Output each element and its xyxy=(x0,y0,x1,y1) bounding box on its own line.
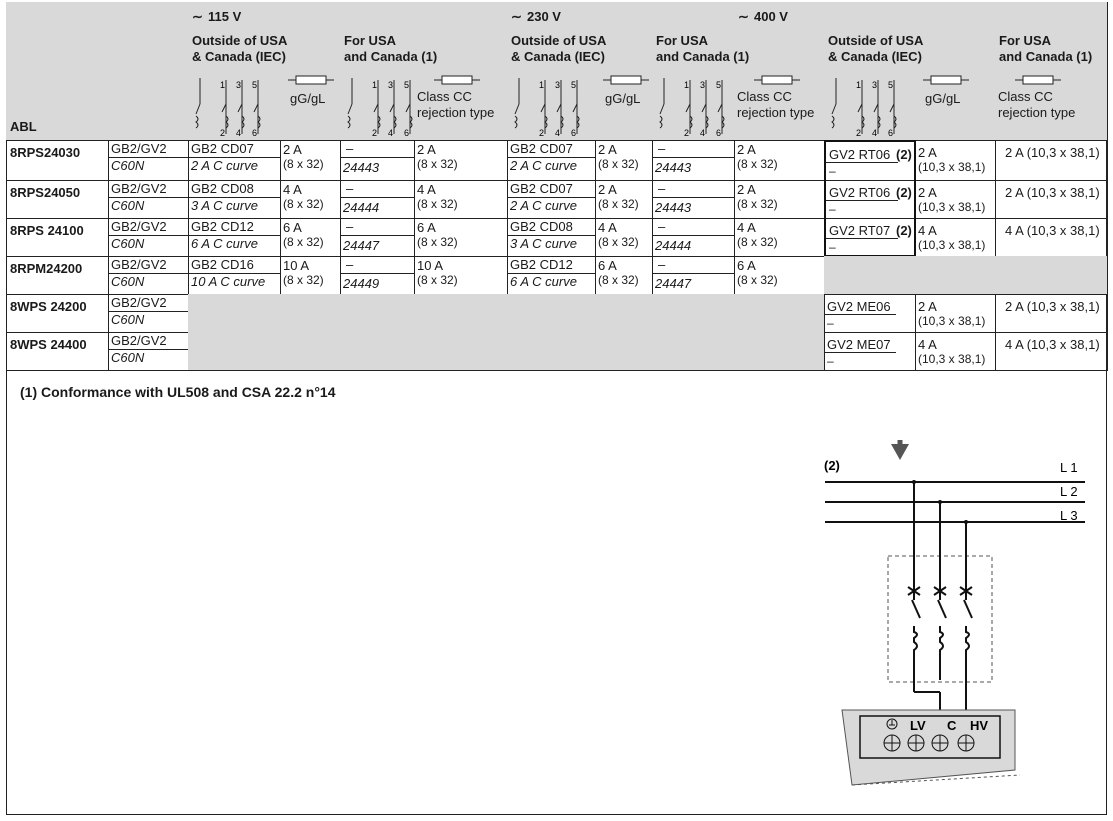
svg-text:6: 6 xyxy=(716,128,722,138)
footnote: (1) Conformance with UL508 and CSA 22.2 n°14 xyxy=(20,384,336,400)
header-corner xyxy=(6,2,189,141)
v400-usa-fuse xyxy=(995,218,1108,257)
v230-iec-fuse xyxy=(595,140,653,181)
breaker-symbol-icon xyxy=(342,74,415,138)
sub-header-line2: and Canada (1) xyxy=(656,49,750,64)
fuse-rating: 6 A xyxy=(598,258,617,273)
svg-text:4: 4 xyxy=(388,128,394,138)
dash: – xyxy=(658,141,666,156)
fuse-type-label: Class CC xyxy=(998,89,1053,104)
voltage-label: 115 V xyxy=(208,9,242,24)
v115-usa-fuse xyxy=(414,256,508,295)
fuse-size: (8 x 32) xyxy=(283,235,324,249)
svg-text:3: 3 xyxy=(555,80,561,90)
v230-iec-fuse xyxy=(595,294,653,333)
v400-iec-fuse xyxy=(915,294,996,333)
fuse-size: (10,3 x 38,1) xyxy=(918,160,986,174)
catalog-number: 24443 xyxy=(343,160,380,175)
fuse-type-label: rejection type xyxy=(998,105,1076,120)
note-marker: (2) xyxy=(896,223,912,238)
v230-usa-fuse xyxy=(734,256,825,295)
breaker-curve: 2 A C curve xyxy=(510,198,577,213)
v230-usa-fuse xyxy=(734,332,825,371)
v400-iec-breaker xyxy=(824,180,916,219)
v230-iec-breaker xyxy=(507,256,596,295)
dash: – xyxy=(827,316,834,330)
fuse-rating: 4 A xyxy=(417,182,436,197)
breaker-ref: GB2 CD07 xyxy=(510,181,573,196)
sub-header-usa xyxy=(995,30,1108,71)
svg-text:6: 6 xyxy=(252,128,258,138)
svg-text:2: 2 xyxy=(856,128,862,138)
symbol-cell xyxy=(507,70,596,141)
device-line2: C60N xyxy=(111,312,145,327)
v115-iec-fuse xyxy=(280,256,341,295)
fuse-size: (8 x 32) xyxy=(283,197,324,211)
dash: – xyxy=(827,354,834,368)
device-line1: GB2/GV2 xyxy=(111,219,167,234)
fuse-rating: 10 A xyxy=(417,258,444,273)
dash: – xyxy=(346,219,354,234)
sub-header-iec xyxy=(507,30,653,71)
v230-usa-breaker xyxy=(652,218,735,257)
dash: – xyxy=(346,257,354,272)
fuse-size: (8 x 32) xyxy=(598,273,639,287)
note-marker: (2) xyxy=(896,185,912,200)
fuse-rating: 2 A xyxy=(598,142,617,157)
v230-iec-breaker xyxy=(507,180,596,219)
v230-iec-breaker xyxy=(507,218,596,257)
fuse-type-label: rejection type xyxy=(737,105,815,120)
catalog-number: 24443 xyxy=(655,200,692,215)
fuse-size: (8 x 32) xyxy=(737,273,778,287)
fuse-rating: 2 A xyxy=(417,142,436,157)
v115-iec-breaker xyxy=(188,332,281,371)
device-line1: GB2/GV2 xyxy=(111,257,167,272)
fuse-rating: 4 A xyxy=(918,223,937,238)
breaker-curve: 3 A C curve xyxy=(191,198,258,213)
v230-usa-breaker xyxy=(652,332,735,371)
v230-iec-fuse xyxy=(595,332,653,371)
fuse-size: (10,3 x 38,1) xyxy=(918,314,986,328)
terminal-label-hv: HV xyxy=(970,718,989,733)
dash: – xyxy=(829,202,836,216)
diagram-note-label: (2) xyxy=(824,458,840,473)
line-label-l3: L 3 xyxy=(1060,508,1078,523)
breaker-ref: GV2 ME07 xyxy=(827,337,891,352)
symbol-cell xyxy=(734,70,825,141)
device-line2: C60N xyxy=(111,198,145,213)
fuse-rating: 4 A xyxy=(283,182,302,197)
arrow-head-icon xyxy=(891,444,909,460)
row-reference xyxy=(6,180,109,219)
voltage-label: 230 V xyxy=(527,9,561,24)
v400-usa-fuse xyxy=(995,140,1108,181)
svg-text:5: 5 xyxy=(571,80,577,90)
v115-iec-breaker xyxy=(188,218,281,257)
v400-iec-fuse xyxy=(915,218,996,257)
dash: – xyxy=(346,181,354,196)
sub-header-line1: For USA xyxy=(344,33,396,48)
svg-text:6: 6 xyxy=(404,128,410,138)
wiring-diagram xyxy=(820,440,1100,820)
fuse-size: (8 x 32) xyxy=(417,273,458,287)
fuse-size: (8 x 32) xyxy=(598,157,639,171)
fuse-rating: 2 A (10,3 x 38,1) xyxy=(1005,185,1100,200)
fuse-rating: 4 A (10,3 x 38,1) xyxy=(1005,337,1100,352)
symbol-cell xyxy=(414,70,508,141)
catalog-number: 24444 xyxy=(655,238,692,253)
tilde-icon: ∼ xyxy=(511,9,522,24)
v115-usa-breaker xyxy=(340,140,415,181)
fuse-type-label: Class CC xyxy=(417,89,472,104)
fuse-symbol-icon xyxy=(1015,74,1061,86)
device-line1: GB2/GV2 xyxy=(111,333,167,348)
breaker-ref: GV2 RT07 xyxy=(829,223,891,238)
fuse-rating: 4 A xyxy=(737,220,756,235)
v400-usa-fuse xyxy=(995,180,1108,219)
terminal-label-c: C xyxy=(947,718,957,733)
breaker-symbol-icon xyxy=(826,74,906,138)
symbol-cell xyxy=(824,70,916,141)
fuse-rating: 2 A xyxy=(737,142,756,157)
sub-header-iec xyxy=(188,30,341,71)
breaker-ref: GB2 CD12 xyxy=(191,219,254,234)
v230-iec-breaker xyxy=(507,140,596,181)
v230-iec-breaker xyxy=(507,294,596,333)
v115-iec-breaker xyxy=(188,180,281,219)
sub-header-line1: For USA xyxy=(999,33,1051,48)
fuse-rating: 4 A (10,3 x 38,1) xyxy=(1005,223,1100,238)
catalog-number: 24444 xyxy=(343,200,380,215)
v115-iec-fuse xyxy=(280,218,341,257)
sub-header-line1: Outside of USA xyxy=(192,33,288,48)
breaker-ref: GB2 CD07 xyxy=(510,141,573,156)
device-type xyxy=(108,256,189,295)
fuse-type-label: rejection type xyxy=(417,105,495,120)
v115-iec-fuse xyxy=(280,140,341,181)
svg-text:6: 6 xyxy=(571,128,577,138)
catalog-number: 24447 xyxy=(655,276,692,291)
v230-usa-breaker xyxy=(652,294,735,333)
breaker-symbol-icon xyxy=(654,74,734,138)
v400-iec-breaker xyxy=(824,256,916,295)
v400-iec-fuse xyxy=(915,140,996,181)
v230-usa-breaker xyxy=(652,256,735,295)
fuse-symbol-icon xyxy=(923,74,969,86)
breaker-curve: 2 A C curve xyxy=(510,158,577,173)
fuse-symbol-icon xyxy=(288,74,334,86)
row-reference xyxy=(6,294,109,333)
v230-iec-fuse xyxy=(595,256,653,295)
svg-text:1: 1 xyxy=(539,80,545,90)
v230-usa-breaker xyxy=(652,180,735,219)
note-marker: (2) xyxy=(896,147,912,162)
device-type xyxy=(108,294,189,333)
dash: – xyxy=(346,141,354,156)
svg-text:1: 1 xyxy=(684,80,690,90)
symbol-cell xyxy=(915,70,996,141)
breaker-symbol-icon xyxy=(190,74,270,138)
v230-usa-fuse xyxy=(734,218,825,257)
fuse-type-label: gG/gL xyxy=(290,91,326,106)
fuse-size: (8 x 32) xyxy=(598,235,639,249)
breaker-curve: 6 A C curve xyxy=(191,236,258,251)
v400-usa-fuse xyxy=(995,294,1108,333)
fuse-rating: 6 A xyxy=(283,220,302,235)
v115-usa-fuse xyxy=(414,140,508,181)
tilde-icon: ∼ xyxy=(192,9,203,24)
symbol-cell xyxy=(995,70,1108,141)
fuse-rating: 2 A xyxy=(283,142,302,157)
dash: – xyxy=(658,257,666,272)
v400-iec-breaker xyxy=(824,294,916,333)
fuse-rating: 4 A xyxy=(598,220,617,235)
breaker-symbol-icon xyxy=(509,74,589,138)
v115-iec-fuse xyxy=(280,332,341,371)
product-reference: 8RPS 24100 xyxy=(10,223,84,238)
device-line2: C60N xyxy=(111,236,145,251)
fuse-size: (8 x 32) xyxy=(283,157,324,171)
v115-usa-breaker xyxy=(340,332,415,371)
sub-header-line1: For USA xyxy=(656,33,708,48)
fuse-size: (10,3 x 38,1) xyxy=(918,238,986,252)
terminal-label-lv: LV xyxy=(910,718,926,733)
fuse-size: (10,3 x 38,1) xyxy=(918,352,986,366)
device-line1: GB2/GV2 xyxy=(111,141,167,156)
symbol-cell xyxy=(652,70,735,141)
v115-iec-breaker xyxy=(188,256,281,295)
symbol-cell xyxy=(595,70,653,141)
breaker-ref: GV2 ME06 xyxy=(827,299,891,314)
symbol-cell xyxy=(280,70,341,141)
fuse-rating: 2 A xyxy=(918,299,937,314)
product-reference: 8RPM24200 xyxy=(10,261,83,276)
svg-text:4: 4 xyxy=(700,128,706,138)
breaker-ref: GB2 CD08 xyxy=(510,219,573,234)
fuse-rating: 2 A xyxy=(918,145,937,160)
fuse-size: (8 x 32) xyxy=(417,197,458,211)
device-line1: GB2/GV2 xyxy=(111,295,167,310)
v230-usa-fuse xyxy=(734,180,825,219)
sub-header-line2: & Canada (IEC) xyxy=(828,49,922,64)
v115-iec-breaker xyxy=(188,294,281,333)
breaker-curve: 2 A C curve xyxy=(191,158,258,173)
svg-text:1: 1 xyxy=(372,80,378,90)
fuse-rating: 10 A xyxy=(283,258,310,273)
svg-text:1: 1 xyxy=(856,80,862,90)
svg-text:5: 5 xyxy=(252,80,258,90)
sub-header-line1: Outside of USA xyxy=(511,33,607,48)
svg-text:2: 2 xyxy=(372,128,378,138)
breaker-ref: GV2 RT06 xyxy=(829,185,891,200)
product-reference: 8WPS 24400 xyxy=(10,337,87,352)
device-type xyxy=(108,180,189,219)
v400-iec-breaker xyxy=(824,218,916,257)
dash: – xyxy=(829,240,836,254)
v115-usa-breaker xyxy=(340,256,415,295)
fuse-symbol-icon xyxy=(754,74,800,86)
row-reference xyxy=(6,218,109,257)
fuse-rating: 2 A xyxy=(598,182,617,197)
line-label-l1: L 1 xyxy=(1060,460,1078,475)
device-line2: C60N xyxy=(111,350,145,365)
fuse-rating: 6 A xyxy=(417,220,436,235)
svg-text:5: 5 xyxy=(404,80,410,90)
fuse-symbol-icon xyxy=(603,74,649,86)
fuse-symbol-icon xyxy=(434,74,480,86)
breaker-ref: GV2 RT06 xyxy=(829,147,891,162)
svg-text:2: 2 xyxy=(539,128,545,138)
sub-header-usa xyxy=(652,30,825,71)
breaker-ref: GB2 CD08 xyxy=(191,181,254,196)
sub-header-line2: & Canada (IEC) xyxy=(192,49,286,64)
breaker-ref: GB2 CD07 xyxy=(191,141,254,156)
svg-text:2: 2 xyxy=(684,128,690,138)
v230-iec-fuse xyxy=(595,180,653,219)
fuse-rating: 2 A (10,3 x 38,1) xyxy=(1005,145,1100,160)
v115-usa-breaker xyxy=(340,180,415,219)
sub-header-line2: & Canada (IEC) xyxy=(511,49,605,64)
fuse-rating: 2 A xyxy=(737,182,756,197)
fuse-size: (8 x 32) xyxy=(737,235,778,249)
v115-usa-fuse xyxy=(414,218,508,257)
breaker-ref: GB2 CD16 xyxy=(191,257,254,272)
product-reference: 8RPS24030 xyxy=(10,145,81,160)
svg-text:4: 4 xyxy=(872,128,878,138)
svg-text:2: 2 xyxy=(220,128,226,138)
fuse-size: (10,3 x 38,1) xyxy=(918,200,986,214)
sub-header-line1: Outside of USA xyxy=(828,33,924,48)
v115-usa-fuse xyxy=(414,294,508,333)
row-reference xyxy=(6,332,109,371)
dash: – xyxy=(658,219,666,234)
v230-iec-breaker xyxy=(507,332,596,371)
sub-header-usa xyxy=(340,30,508,71)
v115-usa-breaker xyxy=(340,218,415,257)
fuse-type-label: gG/gL xyxy=(605,91,641,106)
svg-text:3: 3 xyxy=(236,80,242,90)
fuse-size: (8 x 32) xyxy=(737,157,778,171)
v400-iec-fuse xyxy=(915,332,996,371)
symbol-cell xyxy=(340,70,415,141)
svg-text:3: 3 xyxy=(388,80,394,90)
catalog-number: 24447 xyxy=(343,238,380,253)
voltage-label: 400 V xyxy=(754,9,788,24)
device-type xyxy=(108,218,189,257)
dash: – xyxy=(829,164,836,178)
v115-usa-fuse xyxy=(414,180,508,219)
breaker-curve: 6 A C curve xyxy=(510,274,577,289)
fuse-type-label: gG/gL xyxy=(925,91,961,106)
device-line2: C60N xyxy=(111,158,145,173)
voltage-header xyxy=(734,2,1108,31)
breaker-curve: 3 A C curve xyxy=(510,236,577,251)
catalog-number: 24443 xyxy=(655,160,692,175)
breaker-ref: GB2 CD12 xyxy=(510,257,573,272)
device-type xyxy=(108,332,189,371)
abl-label: ABL xyxy=(10,119,37,134)
fuse-size: (8 x 32) xyxy=(283,273,324,287)
svg-text:3: 3 xyxy=(872,80,878,90)
catalog-number: 24449 xyxy=(343,276,380,291)
svg-text:5: 5 xyxy=(888,80,894,90)
symbol-cell xyxy=(188,70,281,141)
svg-text:6: 6 xyxy=(888,128,894,138)
v115-iec-fuse xyxy=(280,180,341,219)
v400-iec-breaker xyxy=(824,332,916,371)
fuse-size: (8 x 32) xyxy=(417,157,458,171)
product-reference: 8WPS 24200 xyxy=(10,299,87,314)
v400-usa-fuse xyxy=(995,256,1108,295)
v400-iec-fuse xyxy=(915,256,996,295)
v230-iec-fuse xyxy=(595,218,653,257)
sub-header-line2: and Canada (1) xyxy=(344,49,438,64)
line-label-l2: L 2 xyxy=(1060,484,1078,499)
sub-header-line2: and Canada (1) xyxy=(999,49,1093,64)
svg-text:4: 4 xyxy=(555,128,561,138)
v115-iec-fuse xyxy=(280,294,341,333)
v230-usa-fuse xyxy=(734,140,825,181)
breaker-curve: 10 A C curve xyxy=(191,274,266,289)
fuse-type-label: Class CC xyxy=(737,89,792,104)
sub-header-iec xyxy=(824,30,996,71)
device-line2: C60N xyxy=(111,274,145,289)
v230-usa-fuse xyxy=(734,294,825,333)
v400-usa-fuse xyxy=(995,332,1108,371)
v115-iec-breaker xyxy=(188,140,281,181)
v400-iec-fuse xyxy=(915,180,996,219)
v115-usa-breaker xyxy=(340,294,415,333)
fuse-rating: 2 A xyxy=(918,185,937,200)
fuse-rating: 6 A xyxy=(737,258,756,273)
v230-usa-breaker xyxy=(652,140,735,181)
svg-text:5: 5 xyxy=(716,80,722,90)
voltage-header xyxy=(188,2,508,31)
tilde-icon: ∼ xyxy=(738,9,749,24)
v400-iec-breaker xyxy=(824,140,916,181)
svg-text:1: 1 xyxy=(220,80,226,90)
row-reference xyxy=(6,140,109,181)
svg-text:3: 3 xyxy=(700,80,706,90)
product-reference: 8RPS24050 xyxy=(10,185,81,200)
voltage-header xyxy=(507,2,735,31)
v115-usa-fuse xyxy=(414,332,508,371)
fuse-size: (8 x 32) xyxy=(417,235,458,249)
fuse-size: (8 x 32) xyxy=(598,197,639,211)
device-line1: GB2/GV2 xyxy=(111,181,167,196)
fuse-rating: 2 A (10,3 x 38,1) xyxy=(1005,299,1100,314)
svg-text:4: 4 xyxy=(236,128,242,138)
fuse-size: (8 x 32) xyxy=(737,197,778,211)
fuse-rating: 4 A xyxy=(918,337,937,352)
row-reference xyxy=(6,256,109,295)
dash: – xyxy=(658,181,666,196)
device-type xyxy=(108,140,189,181)
